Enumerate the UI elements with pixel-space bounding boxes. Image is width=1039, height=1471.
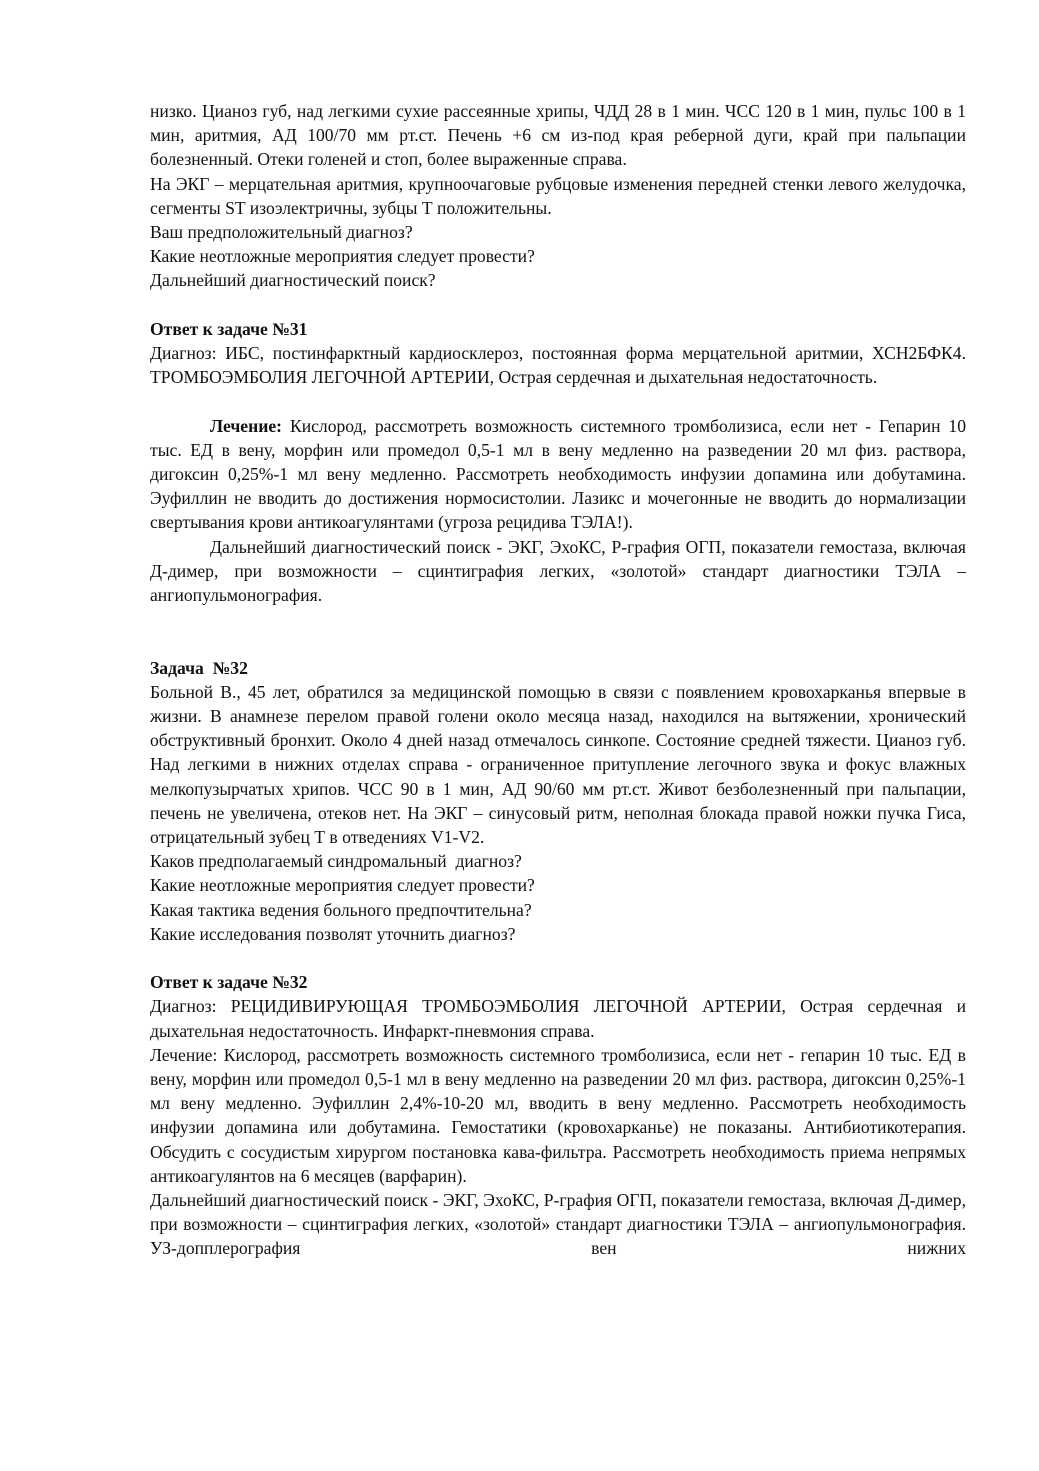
- answer31-treatment: [150, 414, 966, 535]
- intro-paragraph: низко. Цианоз губ, над легкими сухие рассеянные хрипы, ЧДД 28 в 1 мин. ЧСС 120 в 1 мин, пульс 100 в 1 мин, аритмия, АД 100/70 мм рт.ст. Печень +6 см из-под края реберной дуги, край при пальпации болезненный. Отеки голеней и стоп, более выраженные справа.: [150, 101, 966, 170]
- answer31-treatment-text: Кислород, рассмотреть возможность системного тромболизиса, если нет - Гепарин 10 тыс. ЕД в вену, морфин или промедол 0,5-1 мл в вену медленно на разведении 20 мл физ. раствора, дигоксин 0,25%-1 мл вену медленно. Рассмотреть необходимость инфузии допамина или добутамина. Эуфиллин не вводить до достижения нормосистолии. Лазикс и мочегонные не вводить до нормализации свертывания крови антикоагулянтами (угроза рецидива ТЭЛА!).: [150, 415, 966, 533]
- task32-question: Какие исследования позволят уточнить диагноз?: [150, 923, 516, 944]
- answer32-diagnosis: Диагноз: РЕЦИДИВИРУЮЩАЯ ТРОМБОЭМБОЛИЯ ЛЕГОЧНОЙ АРТЕРИИ, Острая сердечная и дыхательная недостаточность. Инфаркт-пневмония справа.: [150, 996, 966, 1041]
- answer32-further: Дальнейший диагностический поиск - ЭКГ, ЭхоКС, Р-графия ОГП, показатели гемостаза, включая Д-димер, при возможности – сцинтиграфия легких, «золотой» стандарт диагностики ТЭЛА – ангиопульмонография. УЗ-допплерография вен нижних: [150, 1190, 966, 1259]
- answer32-heading: Ответ к задаче №32: [150, 972, 308, 993]
- answer31-heading: Ответ к задаче №31: [150, 318, 308, 339]
- intro-question: Дальнейший диагностический поиск?: [150, 270, 436, 291]
- task32-question: Какая тактика ведения больного предпочтительна?: [150, 899, 532, 920]
- intro-ecg-paragraph: На ЭКГ – мерцательная аритмия, крупноочаговые рубцовые изменения передней стенки левого желудочка, сегменты ST изоэлектричны, зубцы Т положительны.: [150, 173, 966, 218]
- answer31-further: Дальнейший диагностический поиск - ЭКГ, ЭхоКС, Р-графия ОГП, показатели гемостаза, включая Д-димер, при возможности – сцинтиграфия легких, «золотой» стандарт диагностики ТЭЛА – ангиопульмонография.: [150, 536, 966, 606]
- intro-question: Какие неотложные мероприятия следует провести?: [150, 246, 535, 267]
- answer32-treatment: Лечение: Кислород, рассмотреть возможность системного тромболизиса, если нет - гепарин 10 тыс. ЕД в вену, морфин или промедол 0,5-1 мл в вену медленно на разведении 20 мл физ. раствора, дигоксин 0,25%-1 мл вену медленно. Эуфиллин 2,4%-10-20 мл, вводить в вену медленно. Рассмотреть необходимость инфузии допамина или добутамина. Гемостатики (кровохарканье) не показаны. Антибиотикотерапия. Обсудить с сосудистым хирургом постановка кава-фильтра. Рассмотреть необходимость приема непрямых антикоагулянтов на 6 месяцев (варфарин).: [150, 1044, 966, 1186]
- task32-heading: Задача №32: [150, 657, 248, 678]
- answer31-diagnosis: Диагноз: ИБС, постинфарктный кардиосклероз, постоянная форма мерцательной аритмии, ХСН2БФК4. ТРОМБОЭМБОЛИЯ ЛЕГОЧНОЙ АРТЕРИИ, Острая сердечная и дыхательная недостаточность.: [150, 343, 966, 388]
- document-page: [150, 99, 966, 1261]
- answer31-treatment-label: Лечение:: [210, 415, 283, 436]
- task32-question: Какие неотложные мероприятия следует провести?: [150, 875, 535, 896]
- task32-body: Больной В., 45 лет, обратился за медицинской помощью в связи с появлением кровохарканья впервые в жизни. В анамнезе перелом правой голени около месяца назад, находился на вытяжении, хронический обструктивный бронхит. Около 4 дней назад отмечалось синкопе. Состояние средней тяжести. Цианоз губ. Над легкими в нижних отделах справа - ограниченное притупление легочного звука и фокус влажных мелкопузырчатых хрипов. ЧСС 90 в 1 мин, АД 90/60 мм рт.ст. Живот безболезненный при пальпации, печень не увеличена, отеков нет. На ЭКГ – синусовый ритм, неполная блокада правой ножки пучка Гиса, отрицательный зубец Т в отведениях V1-V2.: [150, 681, 966, 848]
- intro-question: Ваш предположительный диагноз?: [150, 222, 413, 243]
- task32-question: Каков предполагаемый синдромальный диагноз?: [150, 851, 522, 872]
